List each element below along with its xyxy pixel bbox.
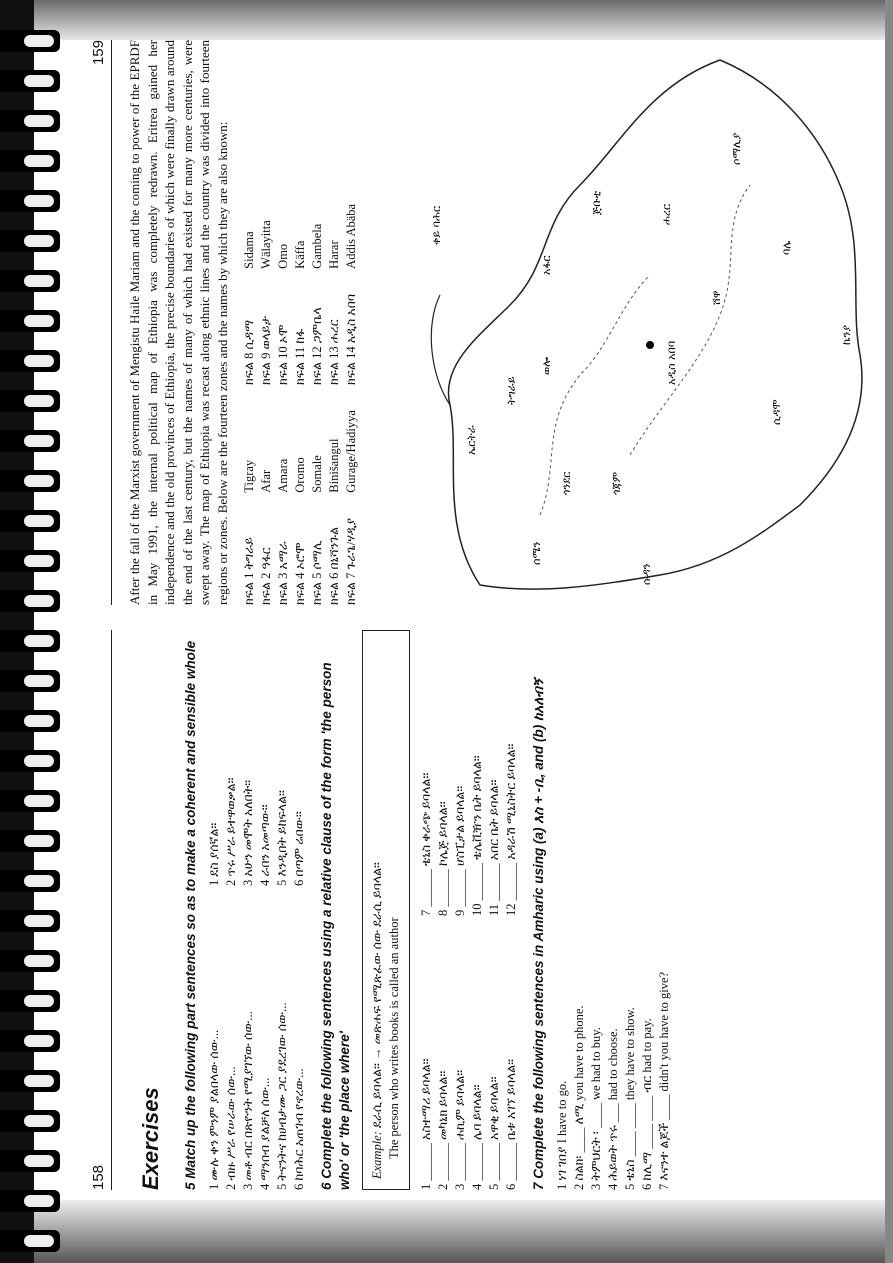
binding-coil — [0, 550, 60, 572]
binding-coil — [0, 470, 60, 492]
binding-coil — [0, 990, 60, 1012]
region-amharic: ክፍል 11 ከፋ — [293, 328, 307, 385]
region-amharic: ክፍል 1 ትግራይ — [242, 537, 256, 605]
ex6-item: 5 ______ አዋቂ ይባላል። — [487, 1076, 501, 1190]
region-english: Tigray — [242, 459, 256, 493]
map-label: ትግራይ — [505, 376, 518, 405]
binding-coil — [0, 510, 60, 532]
binding-coil — [0, 150, 60, 172]
intro-paragraph: After the fall of the Marxist government of Mengistu Haile Mariam and the coming to power of the EPRDF in May 1991, the internal political map of Ethiopia was completely redrawn. Eritrea gained her independence and the old provinces of Ethiopia, the precise boundaries of which were finally drawn around the end of the last century, but the names of many of which had existed for many more centuries, were swept away. The map of Ethiopia was recast along ethnic lines and the country was divided into fourteen regions or zones. Below are the fourteen zones and the names by which they are also known: — [127, 40, 230, 605]
ex5-item: 1 ሙሉ ቀን ምንም ያልበላው ሰው... — [207, 1029, 221, 1190]
ex5-match: 3 አሁን መሞት አለበት። — [241, 780, 255, 886]
map-label: ሲዳሞ — [770, 399, 783, 425]
binding-coil — [0, 230, 60, 252]
region-english: Wälayitta — [259, 220, 273, 269]
binding-coil — [0, 870, 60, 892]
map-label: አዲስ አበባ — [665, 340, 678, 385]
ex6-item: 10 ______ ቴሌቪዥን ቤት ይባላል። — [470, 755, 484, 916]
ex6-item: 12 ______ አዳራሽ ሚኒስትር ይባላል። — [504, 743, 518, 916]
ex5-item: 4 ማንበብ ያልቻለ ሰው... — [258, 1077, 272, 1190]
regions-col-a-eng — [241, 410, 360, 493]
ex7-item: 5 ቴኒስ ____ ____ they have to show. — [623, 1007, 637, 1190]
region-amharic: ክፍል 7 ጉራጌ/ሃዲያ — [344, 517, 358, 605]
ex6-left-col — [418, 920, 520, 1190]
binding-coil — [0, 670, 60, 692]
section-heading: Exercises — [138, 1087, 163, 1190]
binding-coil — [0, 270, 60, 292]
regions-col-a — [241, 518, 360, 605]
map-label: ኤርትራ — [465, 425, 478, 455]
capital-marker — [646, 341, 654, 349]
region-english: Oromo — [293, 457, 307, 493]
region-amharic: ክፍል 8 ሲዳማ — [242, 319, 256, 385]
exercise-7-body — [554, 630, 673, 1190]
binding-coil — [0, 350, 60, 372]
region-amharic: ክፍል 6 በኒሻንጉል — [327, 526, 341, 605]
ex7-item: 4 ሕይወት ጥሩ ___ had to choose. — [606, 1028, 620, 1190]
ex5-left-col — [206, 890, 308, 1190]
left-page — [90, 630, 880, 1190]
example-box — [362, 630, 410, 1190]
binding-coil — [0, 390, 60, 412]
example-label: Example: — [370, 1131, 384, 1179]
map-coast — [431, 295, 450, 405]
regions-col-b-eng — [241, 204, 360, 269]
ex5-match: 4 ራበን አመጣው። — [258, 804, 272, 886]
ex6-item: 11 ______ አበር ቤት ይባላል። — [487, 779, 501, 916]
exercise-6-title: 6 Complete the following sentences using a relative clause of the form 'the person who' or 'the place where' — [319, 662, 352, 1190]
region-amharic: ክፍል 5 ሶማሊ — [310, 540, 324, 605]
map-label: ሰሜን — [530, 541, 543, 565]
map-outline — [448, 60, 862, 589]
region-english: Sidama — [242, 231, 256, 269]
region-amharic: ክፍል 9 ወላይታ — [259, 315, 273, 385]
map-label: ሸዋ — [710, 290, 723, 305]
region-english: Addis Abäba — [344, 203, 358, 269]
ex5-match: 2 ጥሩ ሥራ ይተዋወቃል። — [224, 777, 238, 886]
binding-coil — [0, 710, 60, 732]
ex6-item: 6 ______ ቤቱ አገኘ ይባላል። — [504, 1058, 518, 1190]
binding-coil — [0, 110, 60, 132]
map-label: ወሎ — [540, 356, 553, 375]
example-amharic: ደራሲ ይባላል። → መጽሐፍ የሚጽፈው ሰው ደራሲ ይባላል። — [370, 862, 384, 1128]
scan-top-shadow — [0, 0, 893, 40]
right-page — [90, 40, 880, 605]
scan-bottom-shadow — [0, 1200, 893, 1263]
regions-col-b — [241, 294, 360, 385]
exercise-5-title: 5 Match up the following part sentences so as to make a coherent and sensible whole — [183, 640, 198, 1190]
region-amharic: ክፍል 3 አማራ — [276, 541, 290, 605]
ex5-match: 1 ደስ ያሰኛል። — [207, 822, 221, 886]
ex7-item: 1 ነገ ገበያ I have to go. — [555, 1080, 569, 1190]
binding-coil — [0, 190, 60, 212]
regions-table — [241, 40, 360, 605]
region-amharic: ክፍል 14 አዲስ አበባ — [344, 293, 358, 385]
map-labels — [430, 132, 853, 585]
region-amharic: ክፍል 10 ኦሞ — [276, 324, 290, 385]
region-english: Gambela — [310, 223, 324, 269]
region-english: Käffa — [293, 240, 307, 269]
scan-right-edge — [885, 0, 893, 1263]
map-border — [630, 185, 750, 455]
binding-coil — [0, 950, 60, 972]
exercise-7-title: 7 Complete the following sentences in Amharic using (a) እስ + -ቢ, and (b) ከአለብኝ — [531, 678, 546, 1190]
binding-coil — [0, 630, 60, 652]
ex5-match: 6 በጣም ሬበው። — [292, 811, 306, 886]
region-amharic: ክፍል 12 ጋምቤላ — [310, 307, 324, 385]
ex6-item: 2 ______ መካኒክ ይባላል። — [436, 1070, 450, 1190]
binding-coil — [0, 910, 60, 932]
binding-coil — [0, 1110, 60, 1132]
binding-coil — [0, 1190, 60, 1212]
region-amharic: ክፍል 2 ዓፋር — [259, 547, 273, 605]
region-english: Gurage/Hadiyya — [344, 410, 358, 493]
map-border — [540, 275, 650, 515]
ex6-right-col — [418, 646, 520, 916]
ethiopia-map — [420, 40, 880, 605]
region-english: Amara — [276, 458, 290, 493]
region-amharic: ክፍል 4 ኦሮሞ — [293, 542, 307, 605]
ex7-item: 3 ትምህርት ፡ ____ we had to buy. — [589, 1027, 603, 1190]
ex5-match: 5 እንዲበት ይከፍላል። — [275, 790, 289, 886]
binding-coil — [0, 1030, 60, 1052]
region-amharic: ክፍል 13 ሐረር — [327, 319, 341, 385]
header-rule — [111, 40, 112, 605]
map-label: ሐረር — [660, 203, 673, 225]
binding-coil — [0, 1070, 60, 1092]
example-english: The person who writes books is called an author — [387, 917, 401, 1159]
header-rule — [111, 630, 112, 1190]
ex5-item: 2 ብዙ ሥራ የሠራው ሰው... — [224, 1066, 238, 1190]
binding-coil — [0, 70, 60, 92]
ex7-item: 7 እናንተ ልጆች ____ didn't you have to give? — [657, 971, 671, 1190]
binding-coil — [0, 310, 60, 332]
ex5-right-col — [206, 646, 308, 886]
map-label: ሶማሊያ — [730, 132, 743, 165]
map-label: ጎንደር — [560, 471, 573, 495]
map-label: ቀይ ባሕር — [430, 205, 443, 245]
ex6-item: 8 ______ ኮሌጅ ይባላል። — [436, 801, 450, 916]
page-number: 158 — [90, 1164, 107, 1190]
region-english: Harar — [327, 240, 341, 269]
map-label: አፋር — [540, 255, 553, 275]
binding-coil — [0, 830, 60, 852]
exercise-5-body — [206, 630, 308, 1190]
binding-coil — [0, 590, 60, 612]
region-english: Omo — [276, 243, 290, 269]
binding-coil — [0, 750, 60, 772]
ex6-item: 7 ______ ቴኒስ ቀራጭ ይባላል። — [419, 772, 433, 916]
binding-coil — [0, 1230, 60, 1252]
map-label: ሱዳን — [640, 563, 653, 585]
map-label: ባሌ — [780, 240, 793, 255]
ex6-item: 9 ______ ሆስፒታል ይባላል። — [453, 785, 467, 916]
page-number: 159 — [90, 40, 107, 66]
ex6-item: 1 ______ አስተማሪ ይባላል። — [419, 1058, 433, 1190]
ex6-item: 3 ______ ሐኪም ይባላል። — [453, 1069, 467, 1190]
binding-coil — [0, 790, 60, 812]
ex6-item: 4 ______ ሌባ ይባላል። — [470, 1084, 484, 1190]
map-label: ጎጃም — [610, 471, 623, 495]
binding-coil — [0, 30, 60, 52]
region-english: Binišangul — [327, 438, 341, 493]
map-label: ጅቡቲ — [590, 190, 603, 215]
map-label: ኬንያ — [840, 325, 853, 345]
ex5-item: 5 ትናንትና ከሀብታሙ ጋር ያደረገው ሰው... — [275, 1002, 289, 1190]
ex5-item: 3 መቶ ብር በጽዮንት የሚያገኘው ሰው... — [241, 1011, 255, 1190]
ex7-item: 6 ከሊማ ____ ____ ብር had to pay. — [640, 1018, 654, 1190]
ex5-item: 6 ከባሕር አጠገብ የኖረው... — [292, 1068, 306, 1190]
region-english: Afar — [259, 469, 273, 493]
region-english: Somale — [310, 455, 324, 493]
book-spread — [90, 40, 880, 1190]
binding-coil — [0, 430, 60, 452]
exercise-6-body — [418, 630, 520, 1190]
ex7-item: 2 ስልክ፡ ____ ለሚ you have to phone. — [572, 1005, 586, 1190]
binding-coil — [0, 1150, 60, 1172]
